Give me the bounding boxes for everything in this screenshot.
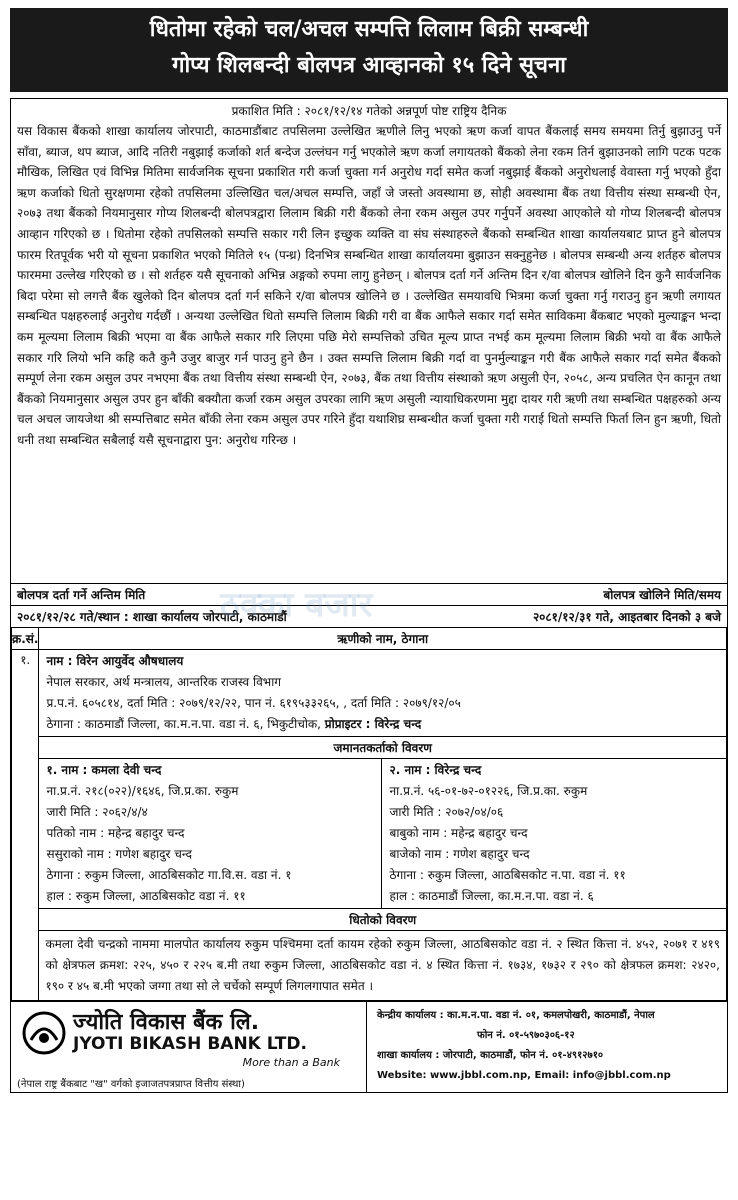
date-values-row [11,605,727,627]
watermark: ठक्का बजार [220,585,373,625]
borrower-header: ऋणीको नाम, ठेगाना [39,628,727,650]
date-labels-row [11,583,727,605]
guarantor-1-issue-date: जारी मिति : २०६२/४/४ [46,805,148,819]
borrower-cell [39,650,727,737]
bank-footer [10,1002,728,1093]
borrower-address: ठेगाना : काठमाडौं जिल्ला, का.म.न.पा. वडा नं. ६, भिकुटीचोक, [46,717,321,731]
notice-body-box [10,98,728,1002]
bank-name-nepali: ज्योति विकास बैंक लि. [73,1010,260,1035]
guarantor-1 [39,759,382,909]
opening-value: २०८१/१२/३१ गते, आइतबार दिनको ३ बजे [532,610,721,624]
guarantor-2-citizenship: ना.प्र.नं. ५६-०१-७२-०१२२६, जि.प्र.का. रुकुम [389,784,588,798]
notice-header [10,8,728,92]
bank-website: Website: www.jbbl.com.np, Email: info@jbbl.com.np [377,1070,671,1081]
guarantor-1-citizenship: ना.प्र.नं. २१८(०२२)/१६४६, जि.प्र.का. रुकुम [46,784,239,798]
notice-page [10,8,728,1192]
guarantor-1-husband: पतिको नाम : महेन्द्र बहादुर चन्द [46,826,185,840]
collateral-description: कमला देवी चन्द्रको नाममा मालपोत कार्यालय रुकुम पश्चिममा दर्ता कायम रहेको रुकुम जिल्ला, आठबिसकोट वडा नं. २ स्थित कित्ता नं. ४५२, २०७१ र ४१९ को क्षेत्रफल क्रमश: २२५, ४५० र २२५ ब.मी तथा रुकुम जिल्ला, आठबिसकोट वडा नं. ४ स्थित कित्ता नं. १७३४, १७३२ र २९० को क्षेत्रफल क्रमश: २४२०, १९० र ४५ ब.मी भएको जग्गा तथा सो ले चर्चेको सम्पूर्ण लिगलगापात समेत । [39,931,727,1001]
borrower-registration: प्र.प.नं. ६०५८१४, दर्ता मिति : २०७९/१२/२२, पान नं. ६१९५३३२६५, , दर्ता मिति : २०७९/१२/०५ [46,696,461,710]
bank-logo-box [11,1002,367,1092]
guarantor-header: जमानतकर्ताको विवरण [39,737,727,759]
guarantor-2 [382,759,727,909]
bank-license-note: (नेपाल राष्ट्र बैंकबाट "ख" वर्गको इजाजतपत्रप्राप्त वित्तीय संस्था) [17,1079,245,1090]
guarantor-2-name: २. नाम : विरेन्द्र चन्द [389,763,482,777]
guarantor-2-address: ठेगाना : रुकुम जिल्ला, आठबिसकोट न.पा. वडा नं. ११ [389,868,626,882]
notice-body-text: यस विकास बैंकको शाखा कार्यालय जोरपाटी, काठमाडौंबाट तपसिलमा उल्लेखित ऋणीले लिनु भएको ऋण कर्जा वापत बैंकलाई समय समयमा तिर्नु बुझाउनु पर्ने साँवा, ब्याज, थप ब्याज, आदि नतिरी नबुझाई कर्जाको शर्त बन्देज उल्लंघन गर्नु भएकोले ऋण कर्जा लगायतको बैंकको लेना रकम तिर्न बुझाउनको लागि पटक पटक मौखिक, लिखित एवं विभिन्न मितिमा सार्वजनिक सूचना प्रकाशित गरी कर्जा चुक्ता गर्न अनुरोध गर्दा समेत कर्जा नबुझाई बैंकको अनुरोधलाई वेवास्ता गर्नु भएको हुँदा ऋण कर्जाको धितो सुरक्षणमा रहेको तपसिलमा उल्लिखित चल/अचल सम्पत्ति, जहाँ जे जस्तो अवस्थामा छ, सोही अवस्थामा बैंक तथा वित्तीय संस्था सम्बन्धी ऐन, २०७३ तथा बैंकको नियमानुसार गोप्य शिलबन्दी बोलपत्रद्वारा लिलाम बिक्री गरी बैंकको लेना रकम असुल उपर गर्नुपर्ने अवस्था आएकोले यो गोप्य शिलबन्दी बोलपत्र आव्हान गरिएको छ । धितोमा रहेको तपसिलको सम्पत्ति सकार गरी लिन इच्छुक व्यक्ति वा संघ संस्थाहरुले बैंकको सम्बन्धित शाखा कार्यालयबाट प्राप्त हुने बोलपत्र फारम रितपूर्वक भरी यो सूचना प्रकाशित भएको मितिले १५ (पन्ध्र) दिनभित्र सम्बन्धित शाखा कार्यालयमा बुझाउन सक्नुहुनेछ । बोलपत्र सम्बन्धी अन्य शर्तहरु बोलपत्र फारममा उल्लेख गरिएको छ । सो शर्तहरु यसै सूचनाको अभिन्न अङ्गको रुपमा लागु हुनेछन् । बोलपत्र दर्ता गर्ने अन्तिम दिन र/वा बोलपत्र खोलिने दिन कुनै सार्वजनिक बिदा परेमा सो लगत्तै बैंक खुलेको दिन बोलपत्र दर्ता गर्न सकिने र/वा बोलपत्र खोलिने छ । उल्लेखित समयावधि भित्रमा कर्जा चुक्ता गर्नु गराउनु हुन ऋणी लगायत सम्बन्धित पक्षहरुलाई अनुरोध गर्दछौं । अन्यथा उल्लेखित धितो सम्पत्ति लिलाम बिक्री गरी वा बैंक आफैले सकार गर्दा समेत साविकमा बैंकबाट भएको मुल्याङ्कन भन्दा कम मूल्यमा लिलाम बिक्री भएमा वा बैंक आफैले सकार गरि लिएमा पछि मेरो सम्पत्तिको उचित मूल्य प्राप्त नभई कम मूल्यमा लिलाम बिक्री भयो वा बैंक आफैले सकार गरि लियो भनि कहि कतै कुनै उजुर बाजुर गर्न पाउनु हुने छैन । उक्त सम्पत्ति लिलाम बिक्री गर्दा वा पुनर्मुल्याङ्कन गरी बैंक आफैले सकार गर्दा समेत बैंकको सम्पूर्ण लेना रकम असुल उपर नभएमा बैंक तथा वित्तीय संस्था सम्बन्धी ऐन, २०७३, बैंक तथा वित्तीय संस्थाको ऋण असुली ऐन, २०५८, अन्य प्रचलित ऐन कानून तथा बैंकको नियमानुसार असुल उपर हुन बाँकी बक्यौता कर्जा रकम असुल उपरका लागि ऋण असुली न्यायाधिकरणमा मुद्दा दायर गरी ऋणी तथा सम्बन्धित पक्षहरुको अन्य चल अचल जायजेथा श्री सम्पत्तिबाट समेत बाँकी लेना रकम असुल उपर गरिने हुँदा यथाशिघ्र सम्बन्धीत कर्जा चुक्ता गरी गराई धितो सम्पत्ति फिर्ता लिन हुन ऋणी, धितो धनी तथा सम्बन्धित सबैलाई यसै सूचनाद्वारा पुन: अनुरोध गरिन्छ । [17,124,721,447]
borrower-authority: नेपाल सरकार, अर्थ मन्त्रालय, आन्तरिक राजस्व विभाग [46,675,282,689]
central-phone: फोन नं. ०१-५९७०३०६-१२ [477,1030,575,1041]
opening-label: बोलपत्र खोलिने मिति/समय [603,588,721,602]
bank-tagline: More than a Bank [242,1056,340,1069]
guarantor-2-grandfather: बाजेको नाम : गणेश बहादुर चन्द [389,847,530,861]
borrower-proprietor: प्रोप्राइटर : विरेन्द्र चन्द [324,717,422,731]
deadline-label: बोलपत्र दर्ता गर्ने अन्तिम मिति [17,588,146,602]
guarantor-2-issue-date: जारी मिति : २०७२/०४/०६ [389,805,504,819]
bank-logo-icon [21,1010,67,1056]
branch-office: शाखा कार्यालय : जोरपाटी, काठमाडौं, फोन नं. ०१-४९१२७१० [377,1050,604,1061]
borrower-table [11,627,727,1001]
guarantor-1-current: हाल : रुकुम जिल्ला, आठबिसकोट वडा नं. ११ [46,889,246,903]
borrower-address-row [40,714,725,735]
header-line-1: धितोमा रहेको चल/अचल सम्पत्ति लिलाम बिक्री सम्बन्धी [149,17,589,42]
bank-contact [367,1002,727,1092]
header-line-2: गोप्य शिलबन्दी बोलपत्र आव्हानको १५ दिने सूचना [172,53,566,78]
borrower-name: नाम : विरेन आयुर्वेद औषधालय [46,654,184,668]
guarantor-1-name: १. नाम : कमला देवी चन्द [46,763,162,777]
publication-date: प्रकाशित मिति : २०८१/१२/१४ गतेको अन्नपूर्ण पोष्ट राष्ट्रिय दैनिक [231,104,507,118]
guarantor-2-father: बाबुको नाम : महेन्द्र बहादुर चन्द [389,826,528,840]
guarantor-2-current: हाल : काठमाडौं जिल्ला, का.म.न.पा. वडा नं. ६ [389,889,594,903]
guarantor-1-address: ठेगाना : रुकुम जिल्ला, आठबिसकोट गा.वि.स. वडा नं. १ [46,868,292,882]
collateral-header: धितोको विवरण [39,909,727,931]
guarantor-1-father-in-law: ससुराको नाम : गणेश बहादुर चन्द [46,847,192,861]
serial-number: १. [12,650,39,1001]
bank-name-english: JYOTI BIKASH BANK LTD. [73,1034,307,1054]
central-office: केन्द्रीय कार्यालय : का.म.न.पा. वडा नं. ०१, कमलपोखरी, काठमाडौं, नेपाल [377,1010,655,1021]
sn-header: क्र.सं. [12,628,39,650]
deadline-value: २०८१/१२/२८ गते/स्थान : शाखा कार्यालय जोरपाटी, काठमाडौं [17,610,287,624]
